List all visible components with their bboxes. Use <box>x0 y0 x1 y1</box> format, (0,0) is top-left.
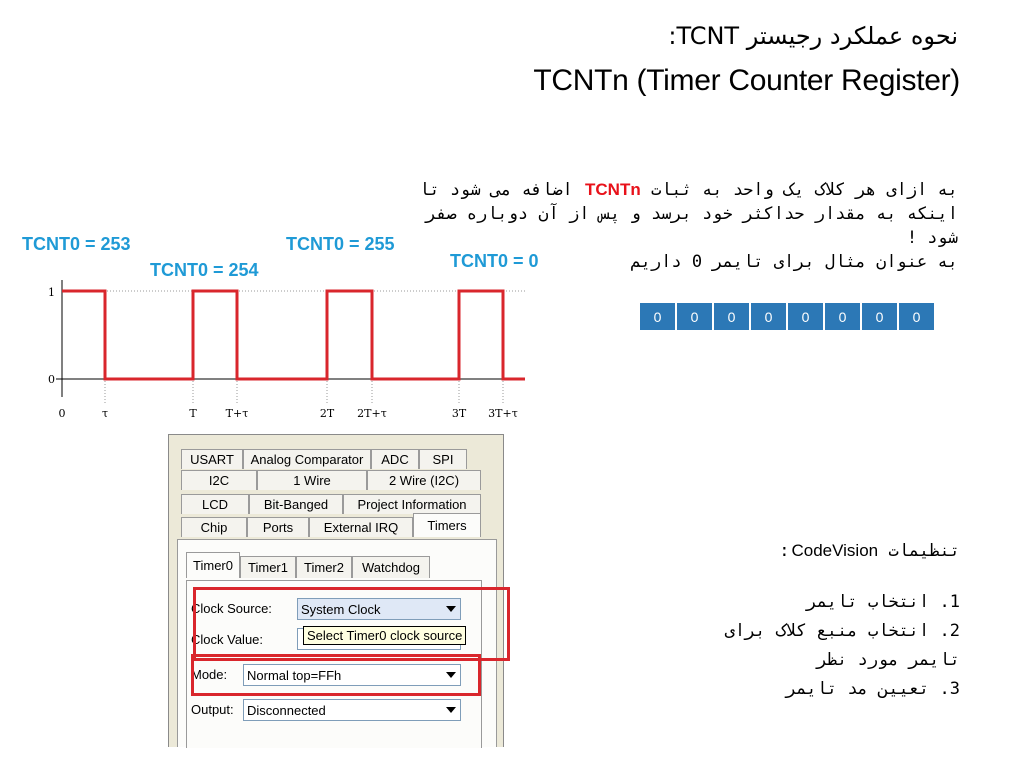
register-bits <box>640 303 936 330</box>
tab-row-1 <box>181 449 467 469</box>
clock-source-tooltip: Select Timer0 clock source <box>303 626 466 645</box>
subtab-timer1[interactable]: Timer1 <box>240 556 296 578</box>
tab-external-irq[interactable]: External IRQ <box>309 517 413 537</box>
clock-value-label: Clock Value: <box>191 632 264 647</box>
tab-row-4 <box>181 517 481 537</box>
mode-select[interactable]: Normal top=FFh <box>243 664 461 686</box>
tcnt-label-253: TCNT0 = 253 <box>22 234 131 254</box>
tab-adc[interactable]: ADC <box>371 449 419 469</box>
tab-row-2 <box>181 470 481 490</box>
register-bit: 0 <box>825 303 862 330</box>
tcnt-label-0: TCNT0 = 0 <box>450 251 539 271</box>
clock-signal <box>62 291 525 379</box>
register-bit: 0 <box>788 303 825 330</box>
tcntn-highlight: TCNTn <box>585 180 641 199</box>
mode-label: Mode: <box>191 667 228 682</box>
tab-spi[interactable]: SPI <box>419 449 467 469</box>
clock-waveform <box>30 275 530 425</box>
x-tick: 3T <box>451 407 467 420</box>
settings-item-1: 1. انتخاب تایمر <box>806 592 960 612</box>
tab-timers[interactable]: Timers <box>413 513 481 537</box>
register-bit: 0 <box>751 303 788 330</box>
subtab-timer2[interactable]: Timer2 <box>296 556 352 578</box>
guide-lines <box>62 291 525 405</box>
slide-title-persian: نحوه عملکرد رجیستر TCNT: <box>668 22 958 50</box>
clock-source-select[interactable]: System Clock <box>297 598 461 620</box>
x-tick: 2T <box>319 407 335 420</box>
tab-1-wire[interactable]: 1 Wire <box>257 470 367 490</box>
tab-row-3 <box>181 494 481 514</box>
y-tick-low: 0 <box>48 373 55 386</box>
tab-lcd[interactable]: LCD <box>181 494 249 514</box>
y-tick-high: 1 <box>48 286 55 299</box>
settings-item-2-cont: تایمر مورد نظر <box>816 650 960 670</box>
timer-subtabs <box>186 556 430 578</box>
settings-item-2: 2. انتخاب منبع کلاک برای <box>724 621 960 641</box>
tcnt-label-254: TCNT0 = 254 <box>150 260 259 280</box>
clock-source-label: Clock Source: <box>191 601 272 616</box>
output-select[interactable]: Disconnected <box>243 699 461 721</box>
x-tick: 3T+τ <box>488 407 518 420</box>
paragraph-line-4: به عنوان مثال برای تایمر 0 داریم <box>630 252 958 272</box>
tab-2-wire-i2c[interactable]: 2 Wire (I2C) <box>367 470 481 490</box>
tab-analog-comparator[interactable]: Analog Comparator <box>243 449 371 469</box>
register-bit: 0 <box>640 303 677 330</box>
x-tick: 0 <box>58 407 66 420</box>
tab-chip[interactable]: Chip <box>181 517 247 537</box>
tab-ports[interactable]: Ports <box>247 517 309 537</box>
settings-heading: تنظیمات CodeVision: <box>779 541 960 561</box>
tab-usart[interactable]: USART <box>181 449 243 469</box>
x-tick: T+τ <box>225 407 249 420</box>
register-bit: 0 <box>714 303 751 330</box>
x-tick: T <box>189 407 197 420</box>
slide-title-english: TCNTn (Timer Counter Register) <box>533 64 960 97</box>
subtab-watchdog[interactable]: Watchdog <box>352 556 430 578</box>
x-tick: 2T+τ <box>357 407 387 420</box>
settings-spacer <box>725 566 960 588</box>
paragraph-line-3: شود ! <box>906 228 958 248</box>
subtab-timer0[interactable]: Timer0 <box>186 552 240 578</box>
tcnt-label-255: TCNT0 = 255 <box>286 234 395 254</box>
settings-item-3: 3. تعیین مد تایمر <box>785 679 960 699</box>
clock-source-highlight <box>193 587 510 661</box>
register-bit: 0 <box>677 303 714 330</box>
paragraph-line-1: به ازای هر کلاک یک واحد به ثبات TCNTn اضافه می شود تا <box>419 180 958 200</box>
tab-bit-banged[interactable]: Bit-Banged <box>249 494 343 514</box>
mode-highlight <box>191 654 481 696</box>
codevision-settings <box>725 536 960 704</box>
register-bit: 0 <box>899 303 936 330</box>
tab-project-information[interactable]: Project Information <box>343 494 481 514</box>
paragraph-line-2: اینکه به مقدار حداکثر خود برسد و پس از آن دوباره صفر <box>425 204 958 224</box>
chevron-down-icon <box>446 707 456 713</box>
tab-i2c[interactable]: I2C <box>181 470 257 490</box>
register-bit: 0 <box>862 303 899 330</box>
output-label: Output: <box>191 702 234 717</box>
x-tick: τ <box>101 407 109 420</box>
